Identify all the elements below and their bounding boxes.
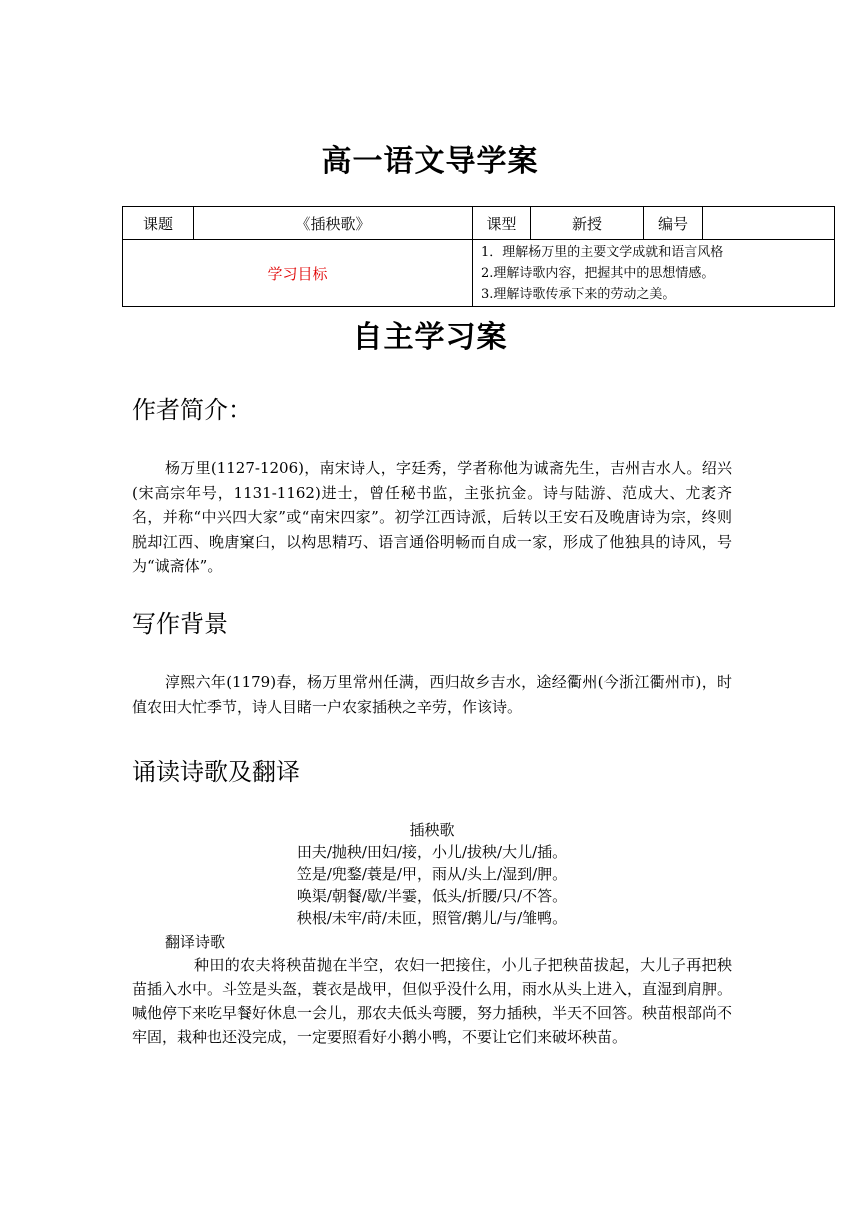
poem-title: 插秧歌 — [409, 821, 455, 839]
course-info-table — [122, 206, 835, 307]
poem-line: 田夫/抛秧/田妇/接，小儿/拔秧/大儿/插。 — [296, 843, 568, 861]
type-label: 课型 — [473, 207, 531, 240]
number-value — [703, 207, 835, 240]
number-label: 编号 — [644, 207, 703, 240]
translation-paragraph: 种田的农夫将秧苗抛在半空，农妇一把接住，小儿子把秧苗拔起，大儿子再把秧苗插入水中。斗笠是头盔，蓑衣是战甲，但似乎没什么用，雨水从头上进入，直湿到肩胛。喊他停下来吃早餐好休息一会儿，那农夫低头弯腰，努力插秧，半天不回答。秧苗根部尚不牢固，栽种也还没完成，一定要照看好小鹅小鸭，不要让它们来破坏秧苗。 — [132, 956, 733, 1046]
poem-line: 笠是/兜鍪/蓑是/甲，雨从/头上/湿到/胛。 — [296, 865, 568, 883]
reading-heading: 诵读诗歌及翻译 — [132, 758, 300, 786]
author-heading: 作者简介： — [132, 396, 252, 424]
goal-item: 2.理解诗歌内容，把握其中的思想情感。 — [481, 265, 715, 281]
page-title: 高一语文导学案 — [321, 144, 539, 179]
background-paragraph: 淳熙六年(1179)春，杨万里常州任满，西归故乡吉水，途经衢州(今浙江衢州市)，时值农田大忙季节，诗人目睹一户农家插秧之辛劳，作该诗。 — [132, 673, 732, 716]
section-title: 自主学习案 — [352, 320, 508, 355]
type-value: 新授 — [531, 207, 644, 240]
poem-line: 唤渠/朝餐/歇/半霎，低头/折腰/只/不答。 — [296, 887, 568, 905]
background-heading: 写作背景 — [132, 610, 228, 638]
course-info-row — [123, 207, 835, 240]
translation-title: 翻译诗歌 — [165, 933, 226, 951]
goal-item: 3.理解诗歌传承下来的劳动之美。 — [481, 286, 676, 302]
poem-line: 秧根/未牢/莳/未匝，照管/鹅儿/与/雏鸭。 — [296, 909, 568, 927]
poem — [132, 819, 732, 929]
author-paragraph: 杨万里(1127-1206)，南宋诗人，字廷秀，学者称他为诚斋先生，吉州吉水人。绍兴(宋高宗年号，1131-1162)进士，曾任秘书监，主张抗金。诗与陆游、范成大、尤袤齐名，并称“中兴四大家”或“南宋四家”。初学江西诗派，后转以王安石及晚唐诗为宗，终则脱却江西、晚唐窠臼，以构思精巧、语言通俗明畅而自成一家，形成了他独具的诗风，号为“诚斋体”。 — [132, 459, 732, 575]
goal-item: 1．理解杨万里的主要文学成就和语言风格 — [481, 244, 724, 260]
topic-value: 《插秧歌》 — [194, 207, 473, 240]
goals-list — [473, 240, 835, 307]
goals-label: 学习目标 — [123, 240, 473, 307]
topic-label: 课题 — [123, 207, 194, 240]
goals-row — [123, 240, 835, 307]
